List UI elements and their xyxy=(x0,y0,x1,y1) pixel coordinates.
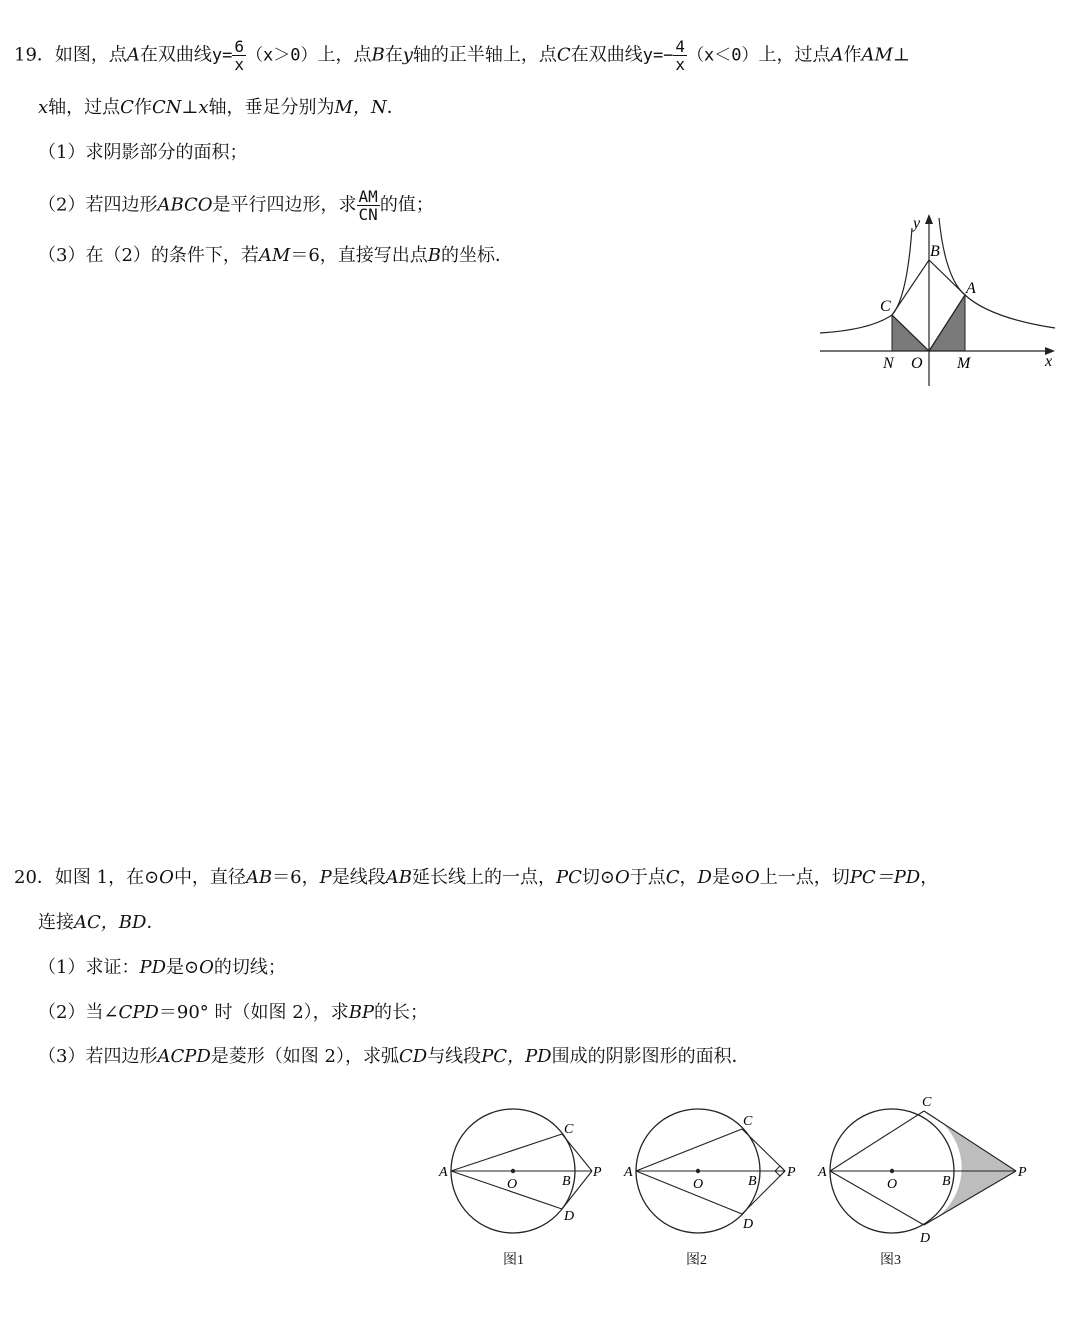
label-y: y xyxy=(913,215,921,232)
q19-part-3: （3）在（2）的条件下，若AM＝6，直接写出点B的坐标． xyxy=(38,245,514,266)
label-c: C xyxy=(922,1095,932,1110)
label-b: B xyxy=(942,1174,951,1189)
shaded-region xyxy=(924,1111,1016,1225)
hyperbola-left-branch xyxy=(820,228,912,333)
label-d: D xyxy=(743,1217,754,1232)
q19-line-2: x轴，过点C作CN⊥x轴，垂足分别为M，N． xyxy=(38,97,405,118)
q19-hyperbola-figure xyxy=(815,208,1060,388)
line-ad xyxy=(636,1171,742,1214)
center-dot xyxy=(511,1169,515,1173)
q20-part-2: （2）当∠CPD＝90° 时（如图 2），求BP的长； xyxy=(38,1002,429,1023)
label-d: D xyxy=(564,1209,575,1224)
label-o: O xyxy=(507,1177,518,1192)
label-m: M xyxy=(957,355,971,372)
label-d: D xyxy=(920,1231,931,1246)
line-ac xyxy=(451,1134,562,1171)
caption-figure-1: 图1 xyxy=(503,1253,524,1268)
line-pc xyxy=(742,1129,785,1171)
q20-figure-3 xyxy=(812,1092,1037,1248)
q19-line-1: 19．如图，点A在双曲线y= $\frac{6}{x}$ （x＞0）上，点B在y轴的正半轴上，点C在双曲线y=− $\frac{4}{x}$ （x＜0）上，过点A作AM⊥ xyxy=(14,37,910,74)
q20-part-1: （1）求证：PD是⊙O的切线； xyxy=(38,957,286,978)
q20-part-3: （3）若四边形ACPD是菱形（如图 2），求弧CD与线段PC，PD围成的阴影图形的面积． xyxy=(38,1046,750,1067)
label-a: A xyxy=(966,280,976,297)
line-ad xyxy=(830,1171,924,1225)
label-p: P xyxy=(1018,1165,1027,1180)
label-o: O xyxy=(911,355,923,372)
y-axis-arrow xyxy=(925,214,933,224)
caption-figure-2: 图2 xyxy=(686,1253,707,1268)
label-o: O xyxy=(693,1177,704,1192)
label-b: B xyxy=(748,1174,757,1189)
fraction-4-over-x: $\frac{4}{x}$ xyxy=(675,37,686,74)
line-ac xyxy=(830,1111,924,1171)
label-a: A xyxy=(818,1165,827,1180)
q20-figure-1 xyxy=(435,1098,610,1248)
label-n: N xyxy=(883,355,894,372)
caption-figure-3: 图3 xyxy=(880,1253,901,1268)
q19-part-2: （2）若四边形ABCO是平行四边形，求 $\frac{AM}{CN}$ 的值； xyxy=(38,187,434,224)
label-p: P xyxy=(787,1165,796,1180)
q19-part-1: （1）求阴影部分的面积； xyxy=(38,142,248,163)
label-b: B xyxy=(562,1174,571,1189)
q20-line-1: 20．如图 1，在⊙O中，直径AB＝6，P是线段AB延长线上的一点，PC切⊙O于点C，D是⊙O上一点，切PC＝PD， xyxy=(14,867,939,888)
fraction-6-over-x: $\frac{6}{x}$ xyxy=(234,37,245,74)
q20-line-2: 连接AC，BD． xyxy=(38,912,165,933)
label-p: P xyxy=(593,1165,602,1180)
label-o: O xyxy=(887,1177,898,1192)
q20-figure-2 xyxy=(620,1098,800,1248)
line-ac xyxy=(636,1129,742,1171)
label-c: C xyxy=(743,1114,753,1129)
line-pc xyxy=(562,1134,592,1171)
label-c: C xyxy=(564,1122,574,1137)
center-dot xyxy=(696,1169,700,1173)
label-a: A xyxy=(624,1165,633,1180)
label-b: B xyxy=(930,243,940,260)
label-a: A xyxy=(439,1165,448,1180)
center-dot xyxy=(890,1169,894,1173)
fraction-am-over-cn: $\frac{AM}{CN}$ xyxy=(358,187,378,224)
label-x: x xyxy=(1045,353,1053,370)
label-c: C xyxy=(880,298,891,315)
